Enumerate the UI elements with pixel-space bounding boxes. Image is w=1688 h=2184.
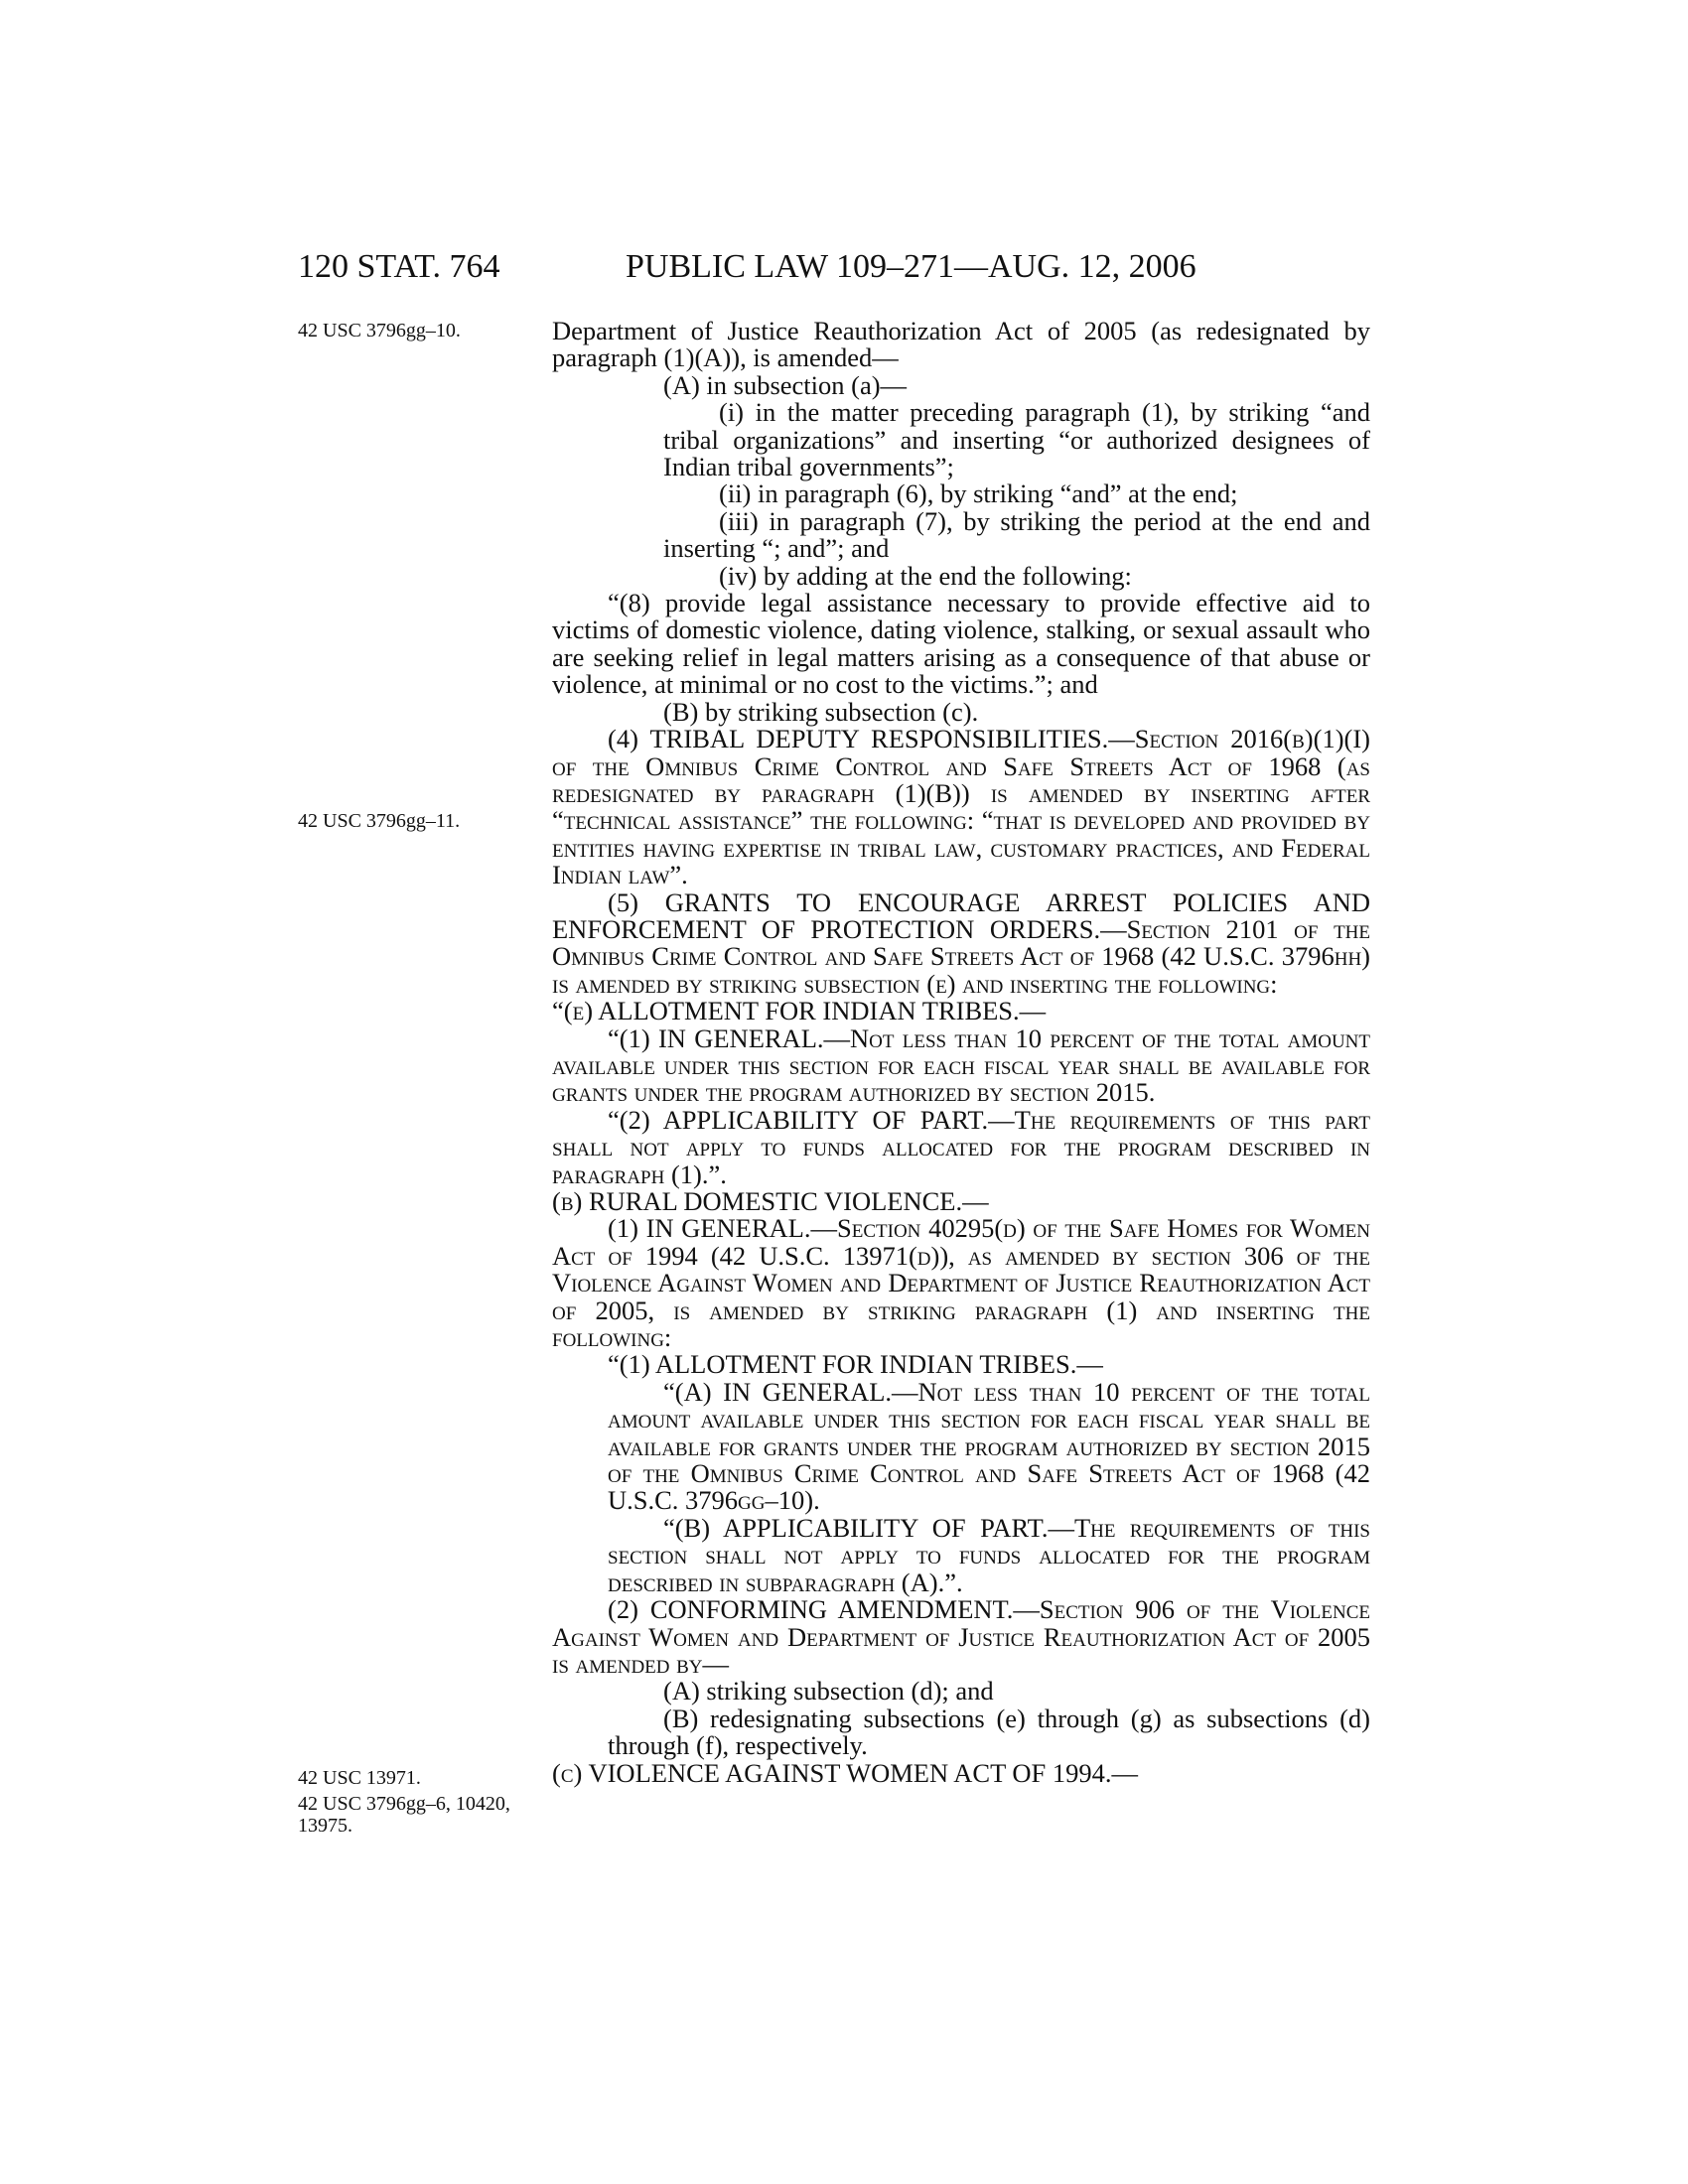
paragraph: “(A) IN GENERAL.—Not less than 10 percent of the total amount available under this section for each fiscal year shall be available for grants under the program authorized by section 2015 of the Omnibus Crime Control and Safe Streets Act of 1968 (42 U.S.C. 3796gg–10). <box>608 1376 1370 1516</box>
paragraph: “(1) ALLOTMENT FOR INDIAN TRIBES.— <box>608 1349 1103 1380</box>
paragraph: (4) TRIBAL DEPUTY RESPONSIBILITIES.—Section 2016(b)(1)(I) of the Omnibus Crime Control and Safe Streets Act of 1968 (as redesignated by paragraph (1)(B)) is amended by inserting after “technical assistance” the following: “that is developed and provided by entities having expertise in tribal law, customary practices, and Federal Indian law”. <box>552 724 1370 890</box>
paragraph: (iv) by adding at the end the following: <box>719 560 1132 591</box>
paragraph: (A) in subsection (a)— <box>663 369 908 400</box>
paragraph: “(e) ALLOTMENT FOR INDIAN TRIBES.— <box>552 996 1047 1026</box>
paragraph: (c) VIOLENCE AGAINST WOMEN ACT OF 1994.— <box>552 1757 1139 1788</box>
paragraph: “(B) APPLICABILITY OF PART.—The requirements of this section shall not apply to funds allocated for the program described in subparagraph (A).”. <box>608 1512 1370 1597</box>
paragraph: (iii) in paragraph (7), by striking the period at the end and inserting “; and”; and <box>663 505 1370 564</box>
paragraph: (2) CONFORMING AMENDMENT.—Section 906 of the Violence Against Women and Department of Justice Reauthorization Act of 2005 is amended by— <box>552 1594 1370 1679</box>
page-header <box>298 248 1370 298</box>
paragraph: (5) GRANTS TO ENCOURAGE ARREST POLICIES AND ENFORCEMENT OF PROTECTION ORDERS.—Section 2101 of the Omnibus Crime Control and Safe Streets Act of 1968 (42 U.S.C. 3796hh) is amended by striking subsection (e) and inserting the following: <box>552 887 1370 999</box>
paragraph: “(1) IN GENERAL.—Not less than 10 percent of the total amount available under this section for each fiscal year shall be available for grants under the program authorized by section 2015. <box>552 1023 1370 1108</box>
margin-note: 42 USC 3796gg–6, 10420, 13975. <box>298 1793 510 1837</box>
public-law-title: PUBLIC LAW 109–271—AUG. 12, 2006 <box>626 248 1196 285</box>
paragraph: (1) IN GENERAL.—Section 40295(d) of the Safe Homes for Women Act of 1994 (42 U.S.C. 13971(d)), as amended by section 306 of the Violence Against Women and Department of Justice Reauthorization Act of 2005, is amended by striking paragraph (1) and inserting the following: <box>552 1213 1370 1353</box>
statute-text <box>552 318 1370 1787</box>
stat-page-number: 120 STAT. 764 <box>298 248 500 285</box>
margin-note: 42 USC 3796gg–10. <box>298 320 461 341</box>
paragraph: (ii) in paragraph (6), by striking “and” at the end; <box>719 478 1238 509</box>
paragraph: “(2) APPLICABILITY OF PART.—The requirements of this part shall not apply to funds allocated for the program described in paragraph (1).”. <box>552 1104 1370 1189</box>
paragraph: “(8) provide legal assistance necessary to provide effective aid to victims of domestic violence, dating violence, stalking, or sexual assault who are seeking relief in legal matters arising as a consequence of that abuse or violence, at minimal or no cost to the victims.”; and <box>552 588 1370 700</box>
paragraph: (B) redesignating subsections (e) through (g) as subsections (d) through (f), respectively. <box>608 1703 1370 1761</box>
paragraph: (b) RURAL DOMESTIC VIOLENCE.— <box>552 1186 989 1216</box>
paragraph: (i) in the matter preceding paragraph (1), by striking “and tribal organizations” and inserting “or authorized designees of Indian tribal governments”; <box>663 397 1370 482</box>
paragraph: Department of Justice Reauthorization Act of 2005 (as redesignated by paragraph (1)(A)), is amended— <box>552 316 1370 373</box>
paragraph: (A) striking subsection (d); and <box>663 1676 994 1706</box>
margin-note: 42 USC 13971. <box>298 1767 421 1789</box>
margin-note: 42 USC 3796gg–11. <box>298 810 461 832</box>
paragraph: (B) by striking subsection (c). <box>663 696 979 727</box>
